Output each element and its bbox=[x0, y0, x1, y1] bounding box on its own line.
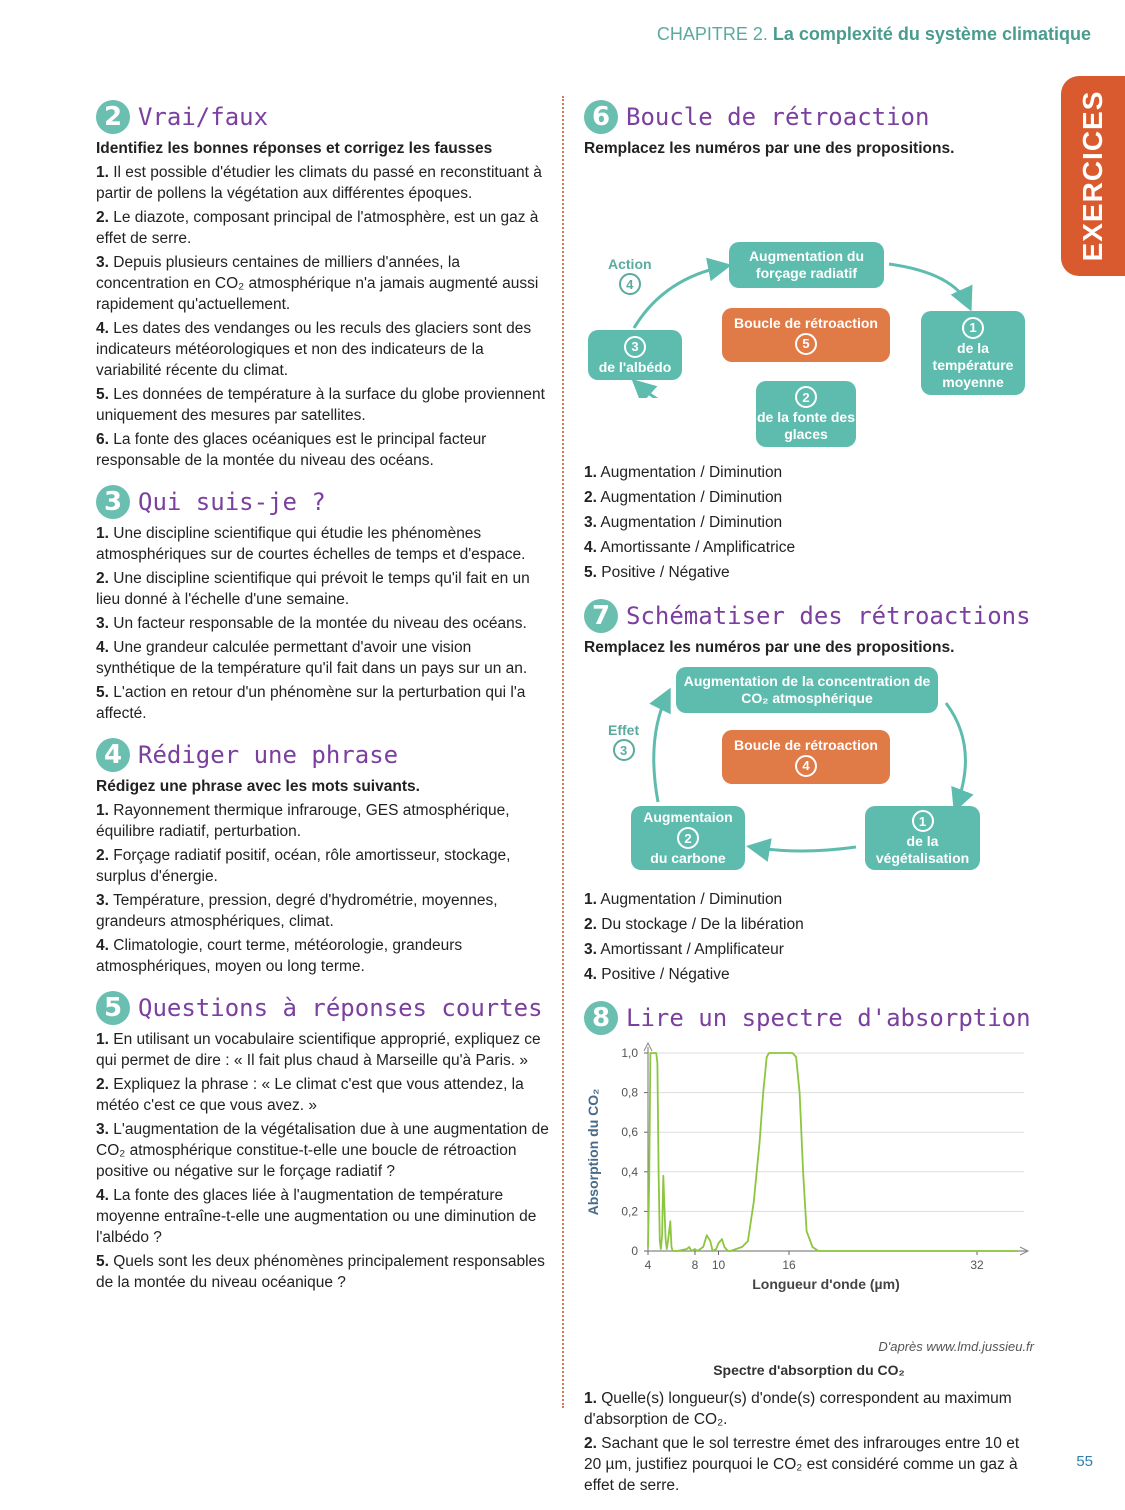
exercise-7-title: Schématiser des rétroactions bbox=[626, 602, 1031, 630]
list-item bbox=[584, 1433, 1034, 1496]
x-tick-label: 16 bbox=[782, 1258, 796, 1272]
list-item bbox=[96, 1074, 551, 1116]
list-item bbox=[96, 1119, 551, 1182]
item-number: 5. bbox=[584, 564, 597, 581]
item-text: L'augmentation de la végétalisation due à une augmentation de CO₂ atmosphérique constitue-t-elle une boucle de rétroaction positive ou négative sur le forçage radiatif ? bbox=[96, 1121, 549, 1180]
exercise-3-list bbox=[96, 523, 551, 724]
exercise-7 bbox=[584, 599, 1034, 987]
exercise-4-number: 4 bbox=[96, 738, 130, 772]
exercise-2-list bbox=[96, 162, 551, 471]
item-number: 5. bbox=[96, 386, 109, 403]
item-number: 5. bbox=[96, 684, 109, 701]
item-number: 2. bbox=[96, 1076, 109, 1093]
arrow-bottom-left bbox=[636, 383, 754, 398]
list-item bbox=[584, 510, 1034, 535]
exercise-7-header bbox=[584, 599, 1034, 633]
right-column bbox=[584, 100, 1034, 1510]
item-text: Température, pression, degré d'hydrométrie, moyennes, grandeurs atmosphériques, climat. bbox=[96, 892, 498, 930]
item-number: 1. bbox=[584, 1390, 597, 1407]
box-co2-concentration bbox=[676, 667, 938, 713]
loop-center-7-label: Boucle de rétroaction bbox=[734, 736, 878, 753]
item-number: 1. bbox=[96, 164, 109, 181]
box-forcing-text: Augmentation du forçage radiatif bbox=[748, 248, 865, 281]
list-item bbox=[96, 568, 551, 610]
list-item bbox=[96, 162, 551, 204]
item-number: 1. bbox=[584, 464, 597, 481]
column-divider bbox=[562, 96, 564, 1408]
list-item bbox=[96, 384, 551, 426]
item-text: Forçage radiatif positif, océan, rôle amortisseur, stockage, surplus d'énergie. bbox=[96, 847, 511, 885]
exercices-tab-label: EXERCICES bbox=[1077, 90, 1108, 262]
exercise-2-number: 2 bbox=[96, 100, 130, 134]
exercise-8-number: 8 bbox=[584, 1001, 618, 1035]
box-albedo bbox=[588, 330, 682, 380]
exercise-8-list bbox=[584, 1388, 1034, 1496]
chart-caption: Spectre d'absorption du CO₂ bbox=[713, 1362, 905, 1378]
list-item bbox=[584, 560, 1034, 585]
y-tick-label: 0,8 bbox=[621, 1085, 638, 1100]
temperature-number: 1 bbox=[962, 317, 984, 339]
vegetation-number: 1 bbox=[912, 810, 934, 832]
exercise-5-list bbox=[96, 1029, 551, 1293]
page-header bbox=[657, 24, 1091, 45]
item-text: Augmentation / Diminution bbox=[600, 891, 783, 908]
list-item bbox=[96, 429, 551, 471]
list-item bbox=[96, 1251, 551, 1293]
albedo-text: de l'albédo bbox=[598, 358, 672, 375]
x-tick-label: 8 bbox=[691, 1258, 699, 1272]
item-text: Un facteur responsable de la montée du niveau des océans. bbox=[113, 615, 527, 632]
list-item bbox=[96, 682, 551, 724]
item-number: 1. bbox=[584, 891, 597, 908]
list-item bbox=[96, 523, 551, 565]
item-text: La fonte des glaces liée à l'augmentation de température moyenne entraîne-t-elle une augmentation ou une diminution de l'albédo ? bbox=[96, 1187, 537, 1246]
ice-melt-number: 2 bbox=[795, 386, 817, 408]
list-item bbox=[584, 535, 1034, 560]
y-axis-label: Absorption du CO₂ bbox=[585, 1088, 601, 1216]
exercise-6-header bbox=[584, 100, 1034, 134]
y-tick-label: 0,6 bbox=[621, 1125, 638, 1140]
item-number: 2. bbox=[96, 570, 109, 587]
exercise-4 bbox=[96, 738, 551, 977]
exercise-3-title: Qui suis-je ? bbox=[138, 488, 326, 516]
list-item bbox=[96, 1029, 551, 1071]
effect-number: 3 bbox=[613, 739, 635, 761]
item-text: Quelle(s) longueur(s) d'onde(s) correspondent au maximum d'absorption de CO₂. bbox=[584, 1390, 1012, 1428]
box-loop-center bbox=[722, 308, 890, 362]
action-number: 4 bbox=[619, 273, 641, 295]
loop-center-7-number: 4 bbox=[795, 755, 817, 777]
co2-absorption-chart-svg bbox=[584, 1041, 1034, 1311]
box-loop-center-7 bbox=[722, 730, 890, 784]
item-number: 3. bbox=[96, 892, 109, 909]
item-number: 2. bbox=[584, 1435, 597, 1452]
item-number: 4. bbox=[584, 539, 597, 556]
item-number: 2. bbox=[584, 489, 597, 506]
item-text: Amortissant / Amplificateur bbox=[600, 941, 784, 958]
exercise-4-title: Rédiger une phrase bbox=[138, 741, 399, 769]
exercise-6-title: Boucle de rétroaction bbox=[626, 103, 930, 131]
arrow7-top-right bbox=[946, 703, 965, 807]
box-forcing bbox=[729, 242, 884, 288]
x-tick-label: 10 bbox=[711, 1258, 726, 1272]
list-item bbox=[96, 318, 551, 381]
item-text: Une discipline scientifique qui étudie les phénomènes atmosphériques sur de courtes échelles de temps et d'espace. bbox=[96, 525, 526, 563]
exercise-7-instruction: Remplacez les numéros par une des propositions. bbox=[584, 639, 955, 656]
list-item bbox=[96, 890, 551, 932]
exercise-2-title: Vrai/faux bbox=[138, 103, 269, 131]
item-text: Depuis plusieurs centaines de milliers d'années, la concentration en CO₂ atmosphérique n'a jamais augmenté aussi rapidement qu'actuellement. bbox=[96, 254, 539, 313]
item-text: Les dates des vendanges ou les reculs des glaciers sont des indicateurs météorologiques et non des indicateurs de la variabilité récente du climat. bbox=[96, 320, 532, 379]
list-item bbox=[584, 962, 1034, 987]
exercise-2 bbox=[96, 100, 551, 471]
exercise-8 bbox=[584, 1001, 1034, 1496]
list-item bbox=[96, 800, 551, 842]
list-item bbox=[96, 252, 551, 315]
arrow7-right-left bbox=[752, 847, 856, 851]
exercise-5 bbox=[96, 991, 551, 1293]
item-text: Expliquez la phrase : « Le climat c'est que vous attendez, la météo c'est ce que vous avez. » bbox=[96, 1076, 524, 1114]
arrow-top-right bbox=[889, 264, 969, 306]
item-number: 4. bbox=[96, 937, 109, 954]
effect-text: Effet bbox=[608, 722, 640, 738]
exercise-8-header bbox=[584, 1001, 1034, 1035]
ice-melt-text: de la fonte des glaces bbox=[756, 409, 856, 442]
item-text: Le diazote, composant principal de l'atmosphère, est un gaz à effet de serre. bbox=[96, 209, 539, 247]
item-number: 2. bbox=[584, 916, 597, 933]
item-number: 2. bbox=[96, 209, 109, 226]
list-item bbox=[96, 613, 551, 634]
item-text: En utilisant un vocabulaire scientifique approprié, expliquez ce qui permet de dire : « Il fait plus chaud à Marseille qu'à Paris. » bbox=[96, 1031, 541, 1069]
temperature-text: de la température moyenne bbox=[932, 339, 1014, 390]
item-number: 1. bbox=[96, 525, 109, 542]
list-item bbox=[584, 1388, 1034, 1430]
list-item bbox=[96, 845, 551, 887]
exercise-7-number: 7 bbox=[584, 599, 618, 633]
exercise-8-title: Lire un spectre d'absorption bbox=[626, 1004, 1031, 1032]
exercise-2-header bbox=[96, 100, 551, 134]
item-number: 1. bbox=[96, 802, 109, 819]
item-number: 6. bbox=[96, 431, 109, 448]
y-tick-label: 1,0 bbox=[621, 1046, 638, 1060]
item-text: Augmentation / Diminution bbox=[600, 489, 783, 506]
carbon-top-text: Augmentaion bbox=[643, 809, 733, 825]
item-number: 4. bbox=[584, 966, 597, 983]
loop-center-label: Boucle de rétroaction bbox=[734, 314, 878, 331]
action-label bbox=[608, 256, 652, 296]
page-number: 55 bbox=[1076, 1453, 1093, 1470]
vegetation-text: de la végétalisation bbox=[875, 833, 970, 866]
albedo-number: 3 bbox=[624, 336, 646, 358]
item-number: 4. bbox=[96, 1187, 109, 1204]
exercise-6-number: 6 bbox=[584, 100, 618, 134]
co2-absorption-chart bbox=[584, 1041, 1034, 1341]
item-text: Une discipline scientifique qui prévoit le temps qu'il fait en un lieu donné à l'échelle d'une semaine. bbox=[96, 570, 530, 608]
box-ice-melt bbox=[756, 381, 856, 447]
exercise-3-number: 3 bbox=[96, 485, 130, 519]
feedback-loop-diagram-6 bbox=[584, 168, 1034, 442]
arrow7-left-top bbox=[654, 693, 668, 802]
list-item bbox=[96, 637, 551, 679]
exercise-6-instruction: Remplacez les numéros par une des propositions. bbox=[584, 140, 955, 157]
box-vegetation bbox=[865, 806, 980, 870]
list-item bbox=[584, 887, 1034, 912]
carbon-bottom-text: du carbone bbox=[650, 850, 726, 866]
series-line-co2 bbox=[648, 1053, 1018, 1251]
y-tick-label: 0,4 bbox=[621, 1164, 638, 1179]
item-text: L'action en retour d'un phénomène sur la perturbation qui l'a affecté. bbox=[96, 684, 526, 722]
item-text: Climatologie, court terme, météorologie, grandeurs atmosphériques, moyen ou long terme. bbox=[96, 937, 463, 975]
item-text: Une grandeur calculée permettant d'avoir une vision synthétique de la température qu'il fait dans un pays sur un an. bbox=[96, 639, 528, 677]
exercise-5-number: 5 bbox=[96, 991, 130, 1025]
list-item bbox=[584, 937, 1034, 962]
left-column bbox=[96, 100, 551, 1307]
x-tick-label: 32 bbox=[970, 1258, 984, 1272]
exercise-3 bbox=[96, 485, 551, 724]
carbon-number: 2 bbox=[677, 827, 699, 849]
item-number: 3. bbox=[96, 1121, 109, 1138]
item-text: Augmentation / Diminution bbox=[600, 514, 783, 531]
item-text: Les données de température à la surface du globe proviennent uniquement des mesures par satellites. bbox=[96, 386, 545, 424]
list-item bbox=[96, 207, 551, 249]
exercise-5-title: Questions à réponses courtes bbox=[138, 994, 543, 1022]
exercise-4-header bbox=[96, 738, 551, 772]
x-axis-label: Longueur d'onde (µm) bbox=[752, 1276, 900, 1292]
exercise-5-header bbox=[96, 991, 551, 1025]
y-tick-label: 0 bbox=[631, 1244, 638, 1258]
exercices-tab bbox=[1061, 76, 1125, 276]
chart-source: D'après www.lmd.jussieu.fr bbox=[878, 1339, 1034, 1354]
chapter-number: CHAPITRE 2. bbox=[656, 24, 768, 44]
list-item bbox=[584, 912, 1034, 937]
item-number: 5. bbox=[96, 1253, 109, 1270]
list-item bbox=[584, 460, 1034, 485]
item-number: 3. bbox=[584, 514, 597, 531]
chapter-title: La complexité du système climatique bbox=[772, 24, 1091, 44]
co2-concentration-text: Augmentation de la concentration de CO₂ atmosphérique bbox=[683, 673, 931, 706]
item-number: 1. bbox=[96, 1031, 109, 1048]
exercise-6 bbox=[584, 100, 1034, 585]
item-text: Augmentation / Diminution bbox=[600, 464, 783, 481]
item-text: Positive / Négative bbox=[601, 564, 730, 581]
item-text: La fonte des glaces océaniques est le principal facteur responsable de la montée du niveau des océans. bbox=[96, 431, 487, 469]
item-number: 3. bbox=[96, 254, 109, 271]
item-text: Sachant que le sol terrestre émet des infrarouges entre 10 et 20 µm, justifiez pourquoi le CO₂ est considéré comme un gaz à effet de serre. bbox=[584, 1435, 1020, 1494]
action-text: Action bbox=[608, 256, 652, 272]
loop-center-number: 5 bbox=[795, 333, 817, 355]
y-tick-label: 0,2 bbox=[621, 1204, 638, 1219]
exercise-6-propositions bbox=[584, 460, 1034, 585]
x-tick-label: 4 bbox=[644, 1258, 652, 1272]
item-number: 4. bbox=[96, 639, 109, 656]
item-text: Positive / Négative bbox=[601, 966, 730, 983]
exercise-3-header bbox=[96, 485, 551, 519]
box-temperature bbox=[921, 311, 1025, 395]
exercise-2-instruction: Identifiez les bonnes réponses et corrigez les fausses bbox=[96, 140, 493, 157]
list-item bbox=[584, 485, 1034, 510]
item-number: 3. bbox=[96, 615, 109, 632]
item-text: Rayonnement thermique infrarouge, GES atmosphérique, équilibre radiatif, perturbation. bbox=[96, 802, 510, 840]
item-text: Du stockage / De la libération bbox=[601, 916, 804, 933]
item-number: 3. bbox=[584, 941, 597, 958]
item-number: 4. bbox=[96, 320, 109, 337]
item-text: Amortissante / Amplificatrice bbox=[600, 539, 796, 556]
list-item bbox=[96, 1185, 551, 1248]
item-text: Quels sont les deux phénomènes principalement responsables de la montée du niveau océanique ? bbox=[96, 1253, 545, 1291]
effect-label bbox=[608, 722, 639, 762]
exercise-7-propositions bbox=[584, 887, 1034, 987]
item-text: Il est possible d'étudier les climats du passé en reconstituant à partir de pollens la végétation aux différentes époques. bbox=[96, 164, 542, 202]
list-item bbox=[96, 935, 551, 977]
exercise-4-instruction: Rédigez une phrase avec les mots suivants. bbox=[96, 778, 420, 795]
exercise-4-list bbox=[96, 800, 551, 977]
box-carbon bbox=[631, 806, 745, 870]
feedback-loop-diagram-7 bbox=[584, 667, 1034, 879]
item-number: 2. bbox=[96, 847, 109, 864]
